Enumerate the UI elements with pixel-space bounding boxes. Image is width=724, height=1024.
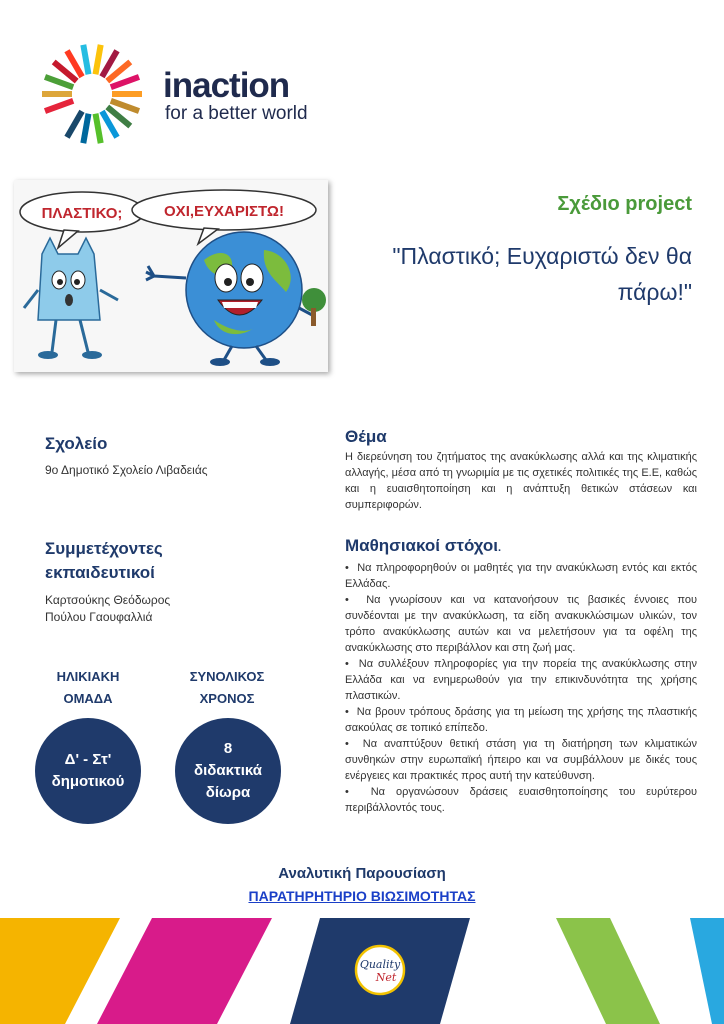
age-group-badge: Δ' - Στ' δημοτικού [35, 718, 141, 824]
bubble-right-text: ΟΧΙ,ΕΥΧΑΡΙΣΤΩ! [164, 203, 284, 220]
teacher-name: Πούλου Γαουφαλλιά [45, 610, 153, 624]
sunburst-ray [83, 45, 88, 75]
total-time-heading: ΣΥΝΟΛΙΚΟΣ ΧΡΟΝΟΣ [189, 669, 265, 706]
list-item: • Να πληροφορηθούν οι μαθητές για την ανακύκλωση εντός και εκτός Ελλάδας. [345, 562, 697, 590]
qualitynet-logo [356, 946, 404, 994]
theme-heading: Θέμα [345, 427, 387, 446]
teachers-list [45, 592, 170, 626]
age-group-heading: ΗΛΙΚΙΑΚΗ ΟΜΑΔΑ [56, 669, 120, 706]
speech-bubble-left [20, 192, 144, 248]
sunburst-ray [83, 114, 88, 144]
sustainability-observatory-link[interactable]: ΠΑΡΑΤΗΡΗΤΗΡΙΟ ΒΙΩΣΙΜΟΤΗΤΑΣ [248, 888, 476, 904]
total-time-badge: 8 διδακτικά δίωρα [175, 718, 281, 824]
decorative-color-band [0, 918, 724, 1024]
list-item: • Να οργανώσουν δράσεις ευαισθητοποίησης του ευρύτερου περιβάλλοντός τους. [345, 786, 697, 814]
teacher-name: Καρτσούκης Θεόδωρος [45, 593, 171, 607]
project-type-label: Σχέδιο project [557, 193, 692, 215]
sunburst-ray [96, 114, 101, 144]
inaction-logo [40, 38, 340, 148]
theme-text: Η διερεύνηση του ζητήματος της ανακύκλωσης αλλά και της κλιματικής αλλαγής, μέσα από τη γνωριμία με τις σχετικές πολιτικές της Ε.Ε, καθώς και η ευαισθητοποίηση και η ανάπτυξη θετικών στάσεων και συμπεριφορών. [345, 451, 697, 511]
list-item: • Να αναπτύξουν θετική στάση για τη διατήρηση των κλιματικών συνθηκών στην ευρωπαϊκή ήπειρο και να συμβάλλουν με δικές τους ενέργειες και πρακτικές προς αυτή την κατεύθυνση. [345, 738, 697, 782]
sunburst-ray [45, 101, 73, 111]
logo-tagline: for a better world [165, 103, 308, 124]
school-name: 9ο Δημοτικό Σχολείο Λιβαδειάς [45, 463, 208, 477]
list-item: • Να συλλέξουν πληροφορίες για την πορεία της ανακύκλωσης στην Ελλάδα και να ενημερωθούν για την επικινδυνότητα της χρήσης πλαστικών. [345, 658, 697, 702]
list-item: • Να βρουν τρόπους δράσης για τη μείωση της χρήσης της πλαστικής σακούλας σε τοπικό επίπεδο. [345, 706, 697, 734]
list-item: • Να γνωρίσουν και να κατανοήσουν τις βασικές έννοιες που συνδέονται με την ανακύκλωση, τα είδη ανακυκλώσιμων υλικών, τον τρόπο ανακύκλωσης αυτών και να μελετήσουν για τα οφέλη της ανακύκλωσης στο περιβάλλον και στη ζωή μας. [345, 594, 697, 654]
teachers-heading: Συμμετέχοντες εκπαιδευτικοί [45, 539, 163, 582]
hero-illustration [14, 180, 328, 372]
sunburst-logo-mark [40, 38, 160, 148]
svg-text:Quality: Quality [359, 958, 401, 971]
school-heading: Σχολείο [45, 434, 108, 453]
plastic-bag-character [24, 238, 118, 359]
earth-character [146, 232, 326, 366]
logo-wordmark: inaction [163, 66, 290, 105]
sunburst-ray [67, 111, 82, 137]
bubble-left-text: ΠΛΑΣΤΙΚΟ; [41, 205, 123, 222]
objectives-list [345, 560, 697, 816]
sunburst-ray [96, 45, 101, 75]
svg-text:Net: Net [375, 971, 397, 984]
detailed-presentation-heading: Αναλυτική Παρουσίαση [278, 865, 446, 882]
project-title: "Πλαστικό; Ευχαριστώ δεν θα πάρω!" [392, 243, 692, 305]
objectives-heading: Μαθησιακοί στόχοι. [345, 536, 502, 555]
